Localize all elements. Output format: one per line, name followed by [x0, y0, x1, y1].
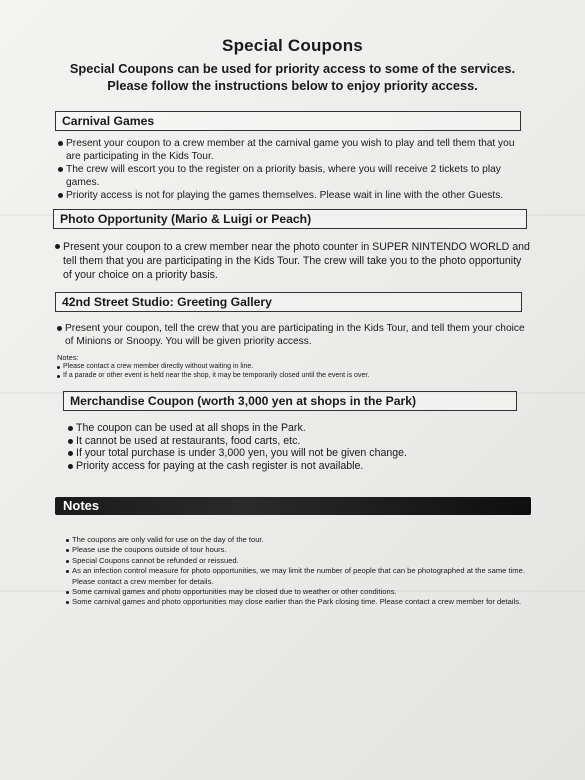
page-subtitle: [40, 60, 545, 94]
section-body-merchandise-coupon: [68, 422, 518, 472]
section-body-greeting-gallery: [57, 322, 527, 380]
notes-banner-label: Notes: [63, 498, 100, 513]
list-item: Special Coupons cannot be refunded or reissued.: [66, 556, 536, 566]
list-item: The coupon can be used at all shops in the Park.: [68, 422, 518, 435]
list-item: The coupons are only valid for use on the day of the tour.: [66, 535, 536, 545]
page-title: Special Coupons: [222, 36, 363, 55]
section-body-photo-opportunity: [55, 240, 530, 282]
notes-label: Notes:: [57, 353, 79, 362]
list-item: Some carnival games and photo opportunities may be closed due to weather or other conditions.: [66, 587, 536, 597]
notes-banner: [55, 497, 531, 515]
list-item: If your total purchase is under 3,000 yen, you will not be given change.: [68, 447, 518, 460]
subtitle-line: Special Coupons can be used for priority access to some of the services.: [69, 61, 516, 76]
list-item: The crew will escort you to the register on a priority basis, where you will receive 2 tickets to play games.: [58, 163, 530, 189]
section-body-carnival-games: [58, 137, 530, 202]
general-notes-list: [66, 535, 536, 608]
list-item: Priority access for paying at the cash register is not available.: [68, 460, 518, 473]
section-heading-greeting-gallery: 42nd Street Studio: Greeting Gallery: [55, 292, 522, 312]
list-item: It cannot be used at restaurants, food carts, etc.: [68, 435, 518, 448]
note-item: Please contact a crew member directly without waiting in line.: [57, 362, 527, 371]
list-item: Present your coupon to a crew member at the carnival game you wish to play and tell them that you are participating in the Kids Tour.: [58, 137, 530, 163]
subtitle-line: Please follow the instructions below to enjoy priority access.: [107, 78, 478, 93]
list-item: As an infection control measure for photo opportunities, we may limit the number of people that can be photographed at the same time. Please contact a crew member for details.: [66, 566, 536, 587]
list-item: Priority access is not for playing the games themselves. Please wait in line with the other Guests.: [58, 189, 530, 202]
list-item: Present your coupon, tell the crew that you are participating in the Kids Tour, and tell them your choice of Minions or Snoopy. You will be given priority access.: [57, 322, 527, 348]
section-heading-carnival-games: Carnival Games: [55, 111, 521, 131]
note-item: If a parade or other event is held near the shop, it may be temporarily closed until the event is over.: [57, 371, 527, 380]
section-heading-merchandise-coupon: Merchandise Coupon (worth 3,000 yen at shops in the Park): [63, 391, 517, 411]
list-item: Please use the coupons outside of tour hours.: [66, 545, 536, 555]
section-heading-photo-opportunity: Photo Opportunity (Mario & Luigi or Peach): [53, 209, 527, 229]
list-item: Some carnival games and photo opportunities may close earlier than the Park closing time. Please contact a crew member for details.: [66, 597, 536, 607]
list-item: Present your coupon to a crew member near the photo counter in SUPER NINTENDO WORLD and tell them that you are participating in the Kids Tour. The crew will take you to the photo opportunity of your choice on a priority basis.: [55, 240, 530, 282]
